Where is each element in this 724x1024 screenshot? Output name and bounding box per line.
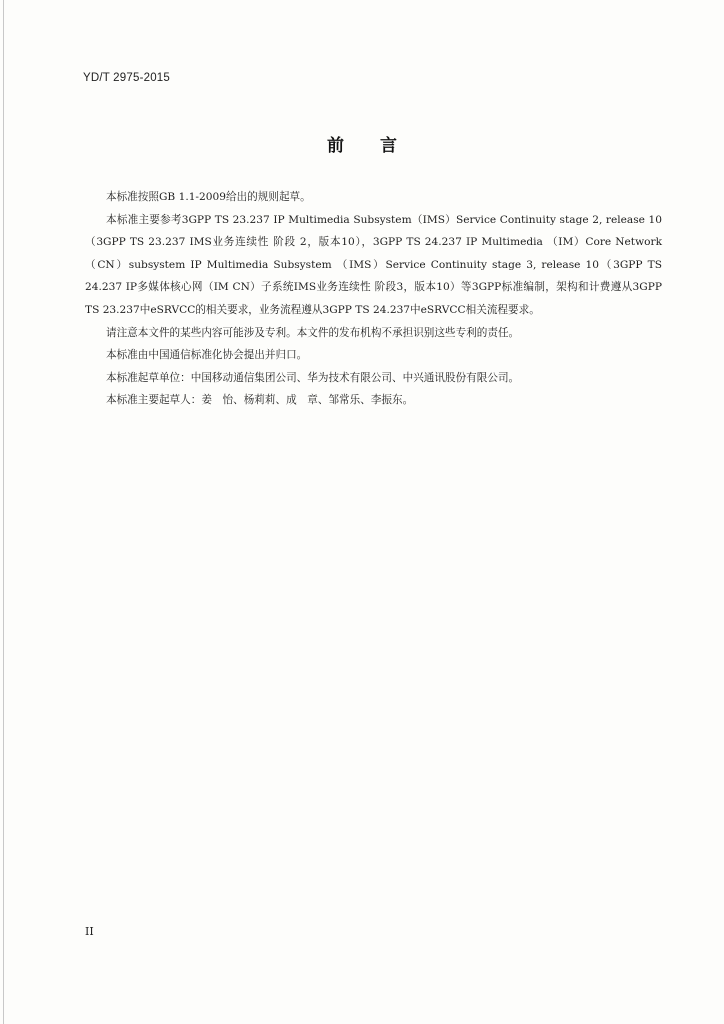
section-title <box>0 131 724 156</box>
paragraph-drafters: 本标准主要起草人：姜 怡、杨莉莉、成 章、邹常乐、李振东。 <box>106 394 414 407</box>
paragraph-proposer: 本标准由中国通信标准化协会提出并归口。 <box>106 349 308 362</box>
document-code: YD/T 2975-2015 <box>83 72 170 84</box>
page-number: II <box>85 925 94 938</box>
section-title-char-2: 言 <box>380 136 397 156</box>
section-title-char-1: 前 <box>327 136 344 156</box>
paragraph-patent-notice: 请注意本文件的某些内容可能涉及专利。本文件的发布机构不承担识别这些专利的责任。 <box>106 326 520 339</box>
foreword-body <box>85 186 662 412</box>
paragraph-drafting-units: 本标准起草单位：中国移动通信集团公司、华为技术有限公司、中兴通讯股份有限公司。 <box>106 371 520 384</box>
paragraph-references: 本标准主要参考3GPP TS 23.237 IP Multimedia Subsystem（IMS）Service Continuity stage 2, release 10（3GPP TS 23.237 IMS业务连续性 阶段 2，版本10），3GPP TS 24.237 IP Multimedia （IM）Core Network（CN）subsystem IP Multimedia Subsystem （IMS）Service Continuity stage 3, release 10（3GPP TS 24.237 IP多媒体核心网（IM CN）子系统IMS业务连续性 阶段3，版本10）等3GPP标准编制，架构和计费遵从3GPP TS 23.237中eSRVCC的相关要求，业务流程遵从3GPP TS 24.237中eSRVCC相关流程要求。 <box>85 213 662 316</box>
paragraph-drafting-rules: 本标准按照GB 1.1-2009给出的规则起草。 <box>106 191 311 203</box>
